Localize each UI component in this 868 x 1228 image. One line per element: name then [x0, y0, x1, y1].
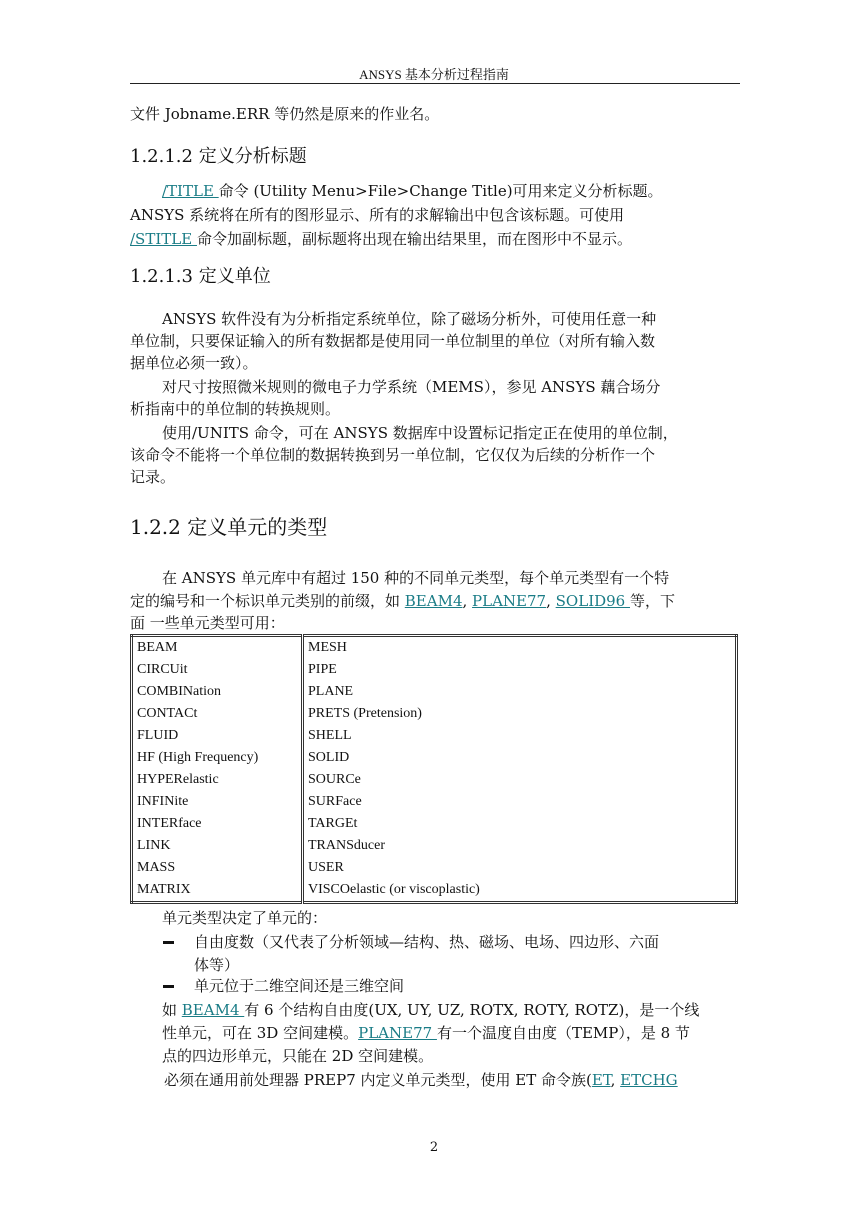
header-rule — [130, 83, 740, 84]
element-type-cell: MESH — [308, 640, 347, 655]
element-type-cell: MASS — [132, 857, 303, 879]
s1213-p3-line-2: 该命令不能将一个单位制的数据转换到另一单位制，它仅仅为后续的分析作一个 — [130, 446, 656, 464]
example-line-2-tail: 有一个温度自由度（TEMP），是 8 节 — [436, 1024, 690, 1042]
table-row — [132, 636, 737, 660]
section-heading-1212: 1.2.1.2 定义分析标题 — [130, 146, 307, 167]
last-line-text: 必须在通用前处理器 PREP7 内定义单元类型，使用 ET 命令族( — [164, 1071, 592, 1089]
element-type-cell: COMBINation — [132, 681, 303, 703]
element-type-cell: SOURCe — [308, 772, 361, 787]
element-types-table — [130, 634, 738, 904]
running-header: ANSYS 基本分析过程指南 — [359, 67, 509, 82]
last-line — [164, 1070, 678, 1090]
separator: , — [610, 1071, 621, 1089]
s122-line-2-tail: 等，下 — [630, 592, 676, 610]
example-line-1-pre: 如 — [162, 1001, 182, 1019]
element-type-cell: TARGEt — [308, 816, 358, 831]
separator: , — [546, 592, 556, 610]
s122-line-3: 面 一些单元类型可用： — [130, 614, 285, 632]
s122-line-2 — [130, 591, 675, 611]
table-row — [132, 857, 737, 879]
title-command-link[interactable]: /TITLE — [162, 182, 219, 200]
element-type-cell: INFINite — [132, 791, 303, 813]
section-heading-122: 1.2.2 定义单元的类型 — [130, 515, 328, 539]
solid96-link[interactable]: SOLID96 — [555, 592, 630, 610]
element-type-cell: LINK — [132, 835, 303, 857]
bullet-icon — [163, 985, 174, 988]
table-row — [132, 681, 737, 703]
table-row — [132, 703, 737, 725]
example-line-1 — [162, 1000, 699, 1020]
s1213-p3-line-3: 记录。 — [130, 468, 176, 486]
s122-line-2-text: 定的编号和一个标识单元类别的前缀，如 — [130, 592, 405, 610]
s1213-p1-line-3: 据单位必须一致）。 — [130, 354, 258, 372]
plane77-link[interactable]: PLANE77 — [472, 592, 547, 610]
s1213-p2-line-2: 析指南中的单位制的转换规则。 — [130, 400, 341, 418]
bullet-icon — [163, 941, 174, 944]
element-type-cell: CONTACt — [132, 703, 303, 725]
after-table-lead: 单元类型决定了单元的： — [162, 909, 328, 927]
bullet-1-line-1: 自由度数（又代表了分析领域—结构、热、磁场、电场、四边形、六面 — [194, 933, 660, 951]
s1213-p1-line-2: 单位制，只要保证输入的所有数据都是使用同一单位制里的单位（对所有输入数 — [130, 332, 656, 350]
intro-line: 文件 Jobname.ERR 等仍然是原来的作业名。 — [130, 105, 440, 123]
s1213-p2-line-1: 对尺寸按照微米规则的微电子力学系统（MEMS），参见 ANSYS 藕合场分 — [162, 378, 661, 396]
example-line-2-text: 性单元，可在 3D 空间建模。 — [162, 1024, 359, 1042]
element-type-cell: INTERface — [132, 813, 303, 835]
element-type-cell: PRETS (Pretension) — [308, 706, 422, 721]
example-line-3: 点的四边形单元，只能在 2D 空间建模。 — [162, 1047, 434, 1065]
element-type-cell: TRANSducer — [308, 838, 385, 853]
example-line-1-text: 有 6 个结构自由度(UX, UY, UZ, ROTX, ROTY, ROTZ)，是一个线 — [244, 1001, 700, 1019]
example-line-2 — [162, 1023, 690, 1043]
separator: , — [462, 592, 473, 610]
s1213-p3-line-1: 使用/UNITS 命令，可在 ANSYS 数据库中设置标记指定正在使用的单位制， — [162, 424, 678, 442]
section-heading-1213: 1.2.1.3 定义单位 — [130, 266, 271, 287]
plane77-link[interactable]: PLANE77 — [358, 1024, 437, 1042]
s1212-line-1-text: 命令 (Utility Menu>File>Change Title)可用来定义分析标题。 — [218, 182, 663, 200]
s1212-line-2: ANSYS 系统将在所有的图形显示、所有的求解输出中包含该标题。可使用 — [130, 206, 625, 224]
element-type-cell: SOLID — [308, 750, 350, 765]
bullet-1-line-2: 体等） — [194, 956, 240, 974]
element-type-cell: FLUID — [132, 725, 303, 747]
element-type-cell: SHELL — [308, 728, 352, 743]
element-type-cell: PIPE — [308, 662, 337, 677]
element-type-cell: BEAM — [132, 636, 303, 660]
s1213-p1-line-1: ANSYS 软件没有为分析指定系统单位，除了磁场分析外，可使用任意一种 — [162, 310, 657, 328]
element-type-cell: PLANE — [308, 684, 354, 699]
element-type-cell: MATRIX — [132, 879, 303, 903]
beam4-link[interactable]: BEAM4 — [181, 1001, 245, 1019]
element-type-cell: CIRCUit — [132, 659, 303, 681]
table-row — [132, 835, 737, 857]
et-link[interactable]: ET — [591, 1071, 611, 1089]
table-row — [132, 791, 737, 813]
s1212-line-3 — [130, 229, 632, 249]
table-row — [132, 747, 737, 769]
s122-line-1: 在 ANSYS 单元库中有超过 150 种的不同单元类型，每个单元类型有一个特 — [162, 569, 670, 587]
element-type-cell: HF (High Frequency) — [132, 747, 303, 769]
element-type-cell: SURFace — [308, 794, 362, 809]
element-type-cell: USER — [308, 860, 344, 875]
page-number: 2 — [429, 1140, 439, 1155]
s1212-line-1 — [162, 181, 738, 201]
s1212-line-3-text: 命令加副标题，副标题将出现在输出结果里，而在图形中不显示。 — [196, 230, 632, 248]
table-row — [132, 813, 737, 835]
element-type-cell: HYPERelastic — [132, 769, 303, 791]
etchg-link[interactable]: ETCHG — [620, 1071, 678, 1089]
table-row — [132, 879, 737, 903]
stitle-command-link[interactable]: /STITLE — [130, 230, 197, 248]
table-row — [132, 769, 737, 791]
element-type-cell: VISCOelastic (or viscoplastic) — [308, 882, 480, 897]
table-row — [132, 659, 737, 681]
beam4-link[interactable]: BEAM4 — [404, 592, 463, 610]
bullet-2: 单元位于二维空间还是三维空间 — [194, 977, 405, 995]
table-row — [132, 725, 737, 747]
